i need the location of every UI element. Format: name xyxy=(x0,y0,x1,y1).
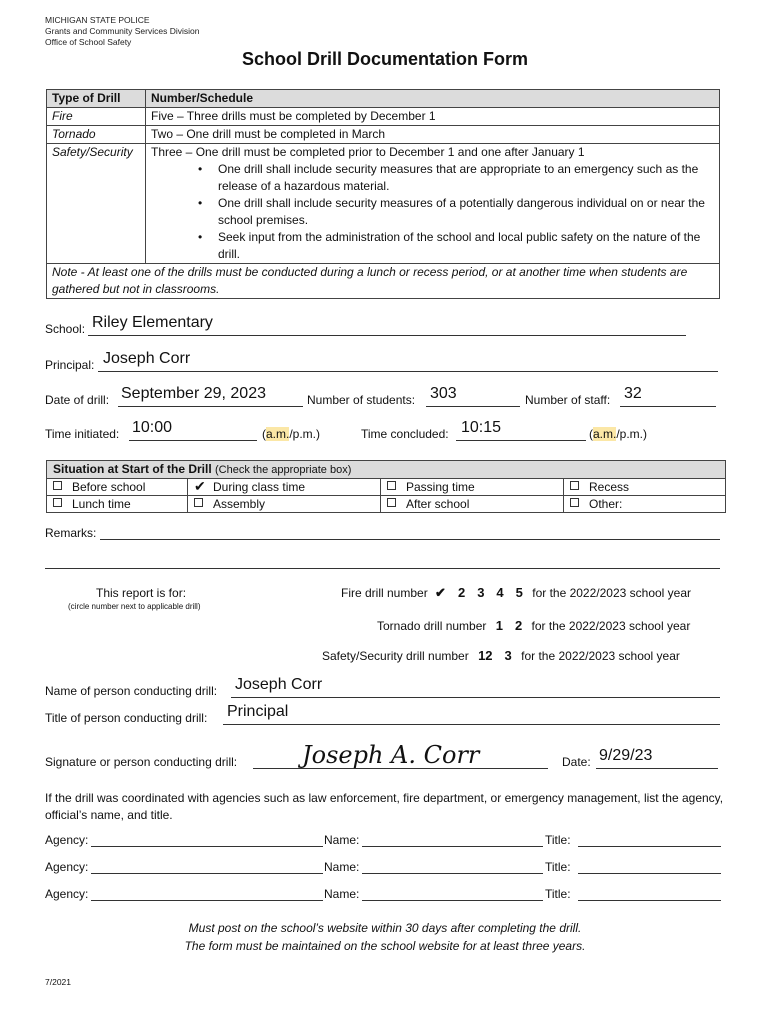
drill-schedule: Two – One drill must be completed in March xyxy=(146,126,720,144)
date-label: Date of drill: xyxy=(45,393,110,407)
students-input[interactable] xyxy=(426,406,520,407)
checkbox[interactable] xyxy=(53,498,62,507)
conductor-title-value: Principal xyxy=(227,703,289,720)
table-row xyxy=(47,126,720,144)
remarks-input-line2[interactable] xyxy=(45,568,720,569)
time-initiated-value: 10:00 xyxy=(132,419,173,436)
option-passing-time[interactable]: Passing time xyxy=(381,479,564,496)
sign-date-value: 9/29/23 xyxy=(599,747,653,764)
situation-table xyxy=(46,460,726,513)
drill-type: Safety/Security xyxy=(47,144,146,264)
school-label: School: xyxy=(45,322,86,336)
col-type-header: Type of Drill xyxy=(47,90,146,108)
principal-label: Principal: xyxy=(45,358,95,372)
conductor-title-input[interactable] xyxy=(223,724,720,725)
remarks-input[interactable] xyxy=(100,539,720,540)
drill-schedule-table xyxy=(46,89,720,299)
fire-drill-label: Fire drill number xyxy=(341,586,428,600)
staff-value: 32 xyxy=(624,385,642,402)
name-label: Name: xyxy=(323,887,362,901)
sign-date-input[interactable] xyxy=(596,768,718,769)
option-lunch-time[interactable]: Lunch time xyxy=(47,496,188,513)
sign-date-label: Date: xyxy=(562,755,591,769)
version-label: 7/2021 xyxy=(45,977,71,987)
table-header-row xyxy=(47,90,720,108)
date-input[interactable] xyxy=(118,406,303,407)
option-after-school[interactable]: After school xyxy=(381,496,564,513)
students-value: 303 xyxy=(430,385,457,402)
checkbox[interactable] xyxy=(570,481,579,490)
drill-type: Fire xyxy=(47,108,146,126)
footer-note-2: The form must be maintained on the school website for at least three years. xyxy=(184,939,586,953)
drill-schedule-cell xyxy=(146,144,720,264)
remarks-label: Remarks: xyxy=(45,526,97,540)
checkbox[interactable] xyxy=(53,481,62,490)
time-concluded-ampm: (a.m./p.m.) xyxy=(589,427,648,441)
date-value: September 29, 2023 xyxy=(121,385,266,402)
am-highlight: a.m. xyxy=(593,427,617,441)
name-label: Name: xyxy=(323,860,362,874)
page-title: School Drill Documentation Form xyxy=(241,49,528,69)
option-recess[interactable]: Recess xyxy=(564,479,726,496)
drill-number[interactable]: 3 xyxy=(504,648,512,663)
title-label: Title: xyxy=(545,887,571,901)
year-suffix: for the 2022/2023 school year xyxy=(521,649,680,663)
principal-input[interactable] xyxy=(98,371,718,372)
title-input[interactable] xyxy=(578,873,721,874)
time-initiated-input[interactable] xyxy=(129,440,257,441)
year-suffix: for the 2022/2023 school year xyxy=(532,586,692,600)
staff-input[interactable] xyxy=(620,406,716,407)
drill-number[interactable]: 1 xyxy=(495,618,503,633)
drill-schedule: Three – One drill must be completed prior to December 1 and one after January 1 xyxy=(151,145,585,159)
list-item: • Seek input from the administration of the school and local public safety on the nature of the drill. xyxy=(196,229,714,263)
drill-number[interactable]: 4 xyxy=(496,585,504,600)
checkbox[interactable] xyxy=(387,498,396,507)
agency-label: Agency: xyxy=(45,833,89,847)
drill-number[interactable]: 12 xyxy=(478,648,493,663)
signature-label: Signature or person conducting drill: xyxy=(45,755,238,769)
table-row xyxy=(47,264,720,299)
checkbox[interactable] xyxy=(194,498,203,507)
signature: Joseph A. Corr xyxy=(302,741,480,769)
name-input[interactable] xyxy=(363,846,543,847)
header-division: Grants and Community Services Division xyxy=(45,26,200,36)
name-input[interactable] xyxy=(363,873,543,874)
fire-check-mark[interactable]: ✔ xyxy=(435,585,446,600)
time-concluded-value: 10:15 xyxy=(461,419,502,436)
option-other[interactable]: Other: xyxy=(564,496,726,513)
tornado-drill-row xyxy=(377,618,690,633)
staff-label: Number of staff: xyxy=(525,393,611,407)
checkbox-checked[interactable]: ✔ xyxy=(194,478,206,494)
students-label: Number of students: xyxy=(307,393,416,407)
table-row xyxy=(47,479,726,496)
option-assembly[interactable]: Assembly xyxy=(188,496,381,513)
checkbox[interactable] xyxy=(387,481,396,490)
drill-note: Note - At least one of the drills must be conducted during a lunch or recess period, or at another time when students are gathered but not in classrooms. xyxy=(47,264,720,299)
list-item: • One drill shall include security measures that are appropriate to an emergency such as the release of a hazardous material. xyxy=(196,161,714,195)
time-initiated-label: Time initiated: xyxy=(45,427,120,441)
school-input[interactable] xyxy=(88,335,686,336)
drill-number[interactable]: 2 xyxy=(514,618,523,633)
security-drill-label: Safety/Security drill number xyxy=(322,649,469,663)
security-requirements-list xyxy=(151,161,714,263)
agency-label: Agency: xyxy=(45,860,89,874)
report-label: This report is for: xyxy=(96,586,187,600)
checkbox[interactable] xyxy=(570,498,579,507)
report-sublabel: (circle number next to applicable drill) xyxy=(68,602,201,611)
name-input[interactable] xyxy=(363,900,543,901)
title-input[interactable] xyxy=(578,900,721,901)
drill-number[interactable]: 3 xyxy=(477,585,485,600)
col-schedule-header: Number/Schedule xyxy=(146,90,720,108)
principal-value: Joseph Corr xyxy=(103,350,191,367)
title-input[interactable] xyxy=(578,846,721,847)
title-label: Title: xyxy=(545,833,571,847)
year-suffix: for the 2022/2023 school year xyxy=(531,619,691,633)
drill-number[interactable]: 5 xyxy=(515,585,523,600)
name-label: Name: xyxy=(323,833,362,847)
security-drill-row xyxy=(322,648,680,663)
conductor-title-label: Title of person conducting drill: xyxy=(45,711,208,725)
conductor-name-label: Name of person conducting drill: xyxy=(45,684,218,698)
drill-schedule: Five – Three drills must be completed by December 1 xyxy=(146,108,720,126)
tornado-drill-label: Tornado drill number xyxy=(377,619,487,633)
table-row xyxy=(47,108,720,126)
school-value: Riley Elementary xyxy=(92,314,213,331)
fire-drill-row xyxy=(341,585,691,601)
table-row xyxy=(47,496,726,513)
list-item: • One drill shall include security measures of a potentially dangerous individual on or near the school premises. xyxy=(196,195,714,229)
header-agency: MICHIGAN STATE POLICE xyxy=(45,15,150,25)
time-concluded-label: Time concluded: xyxy=(361,427,449,441)
time-concluded-input[interactable] xyxy=(456,440,586,441)
agency-label: Agency: xyxy=(45,887,89,901)
header-office: Office of School Safety xyxy=(45,37,132,47)
table-row xyxy=(47,144,720,264)
footer-note-1: Must post on the school’s website within 30 days after completing the drill. xyxy=(188,921,582,935)
option-during-class[interactable]: ✔ During class time xyxy=(188,479,381,496)
conductor-name-input[interactable] xyxy=(231,697,720,698)
drill-number[interactable]: 2 xyxy=(457,585,466,600)
title-label: Title: xyxy=(545,860,571,874)
drill-type: Tornado xyxy=(47,126,146,144)
option-before-school[interactable]: Before school xyxy=(47,479,188,496)
coordination-text: If the drill was coordinated with agencies such as law enforcement, fire department, or emergency management, list the agency, official’s name, and title. xyxy=(45,791,724,822)
situation-header: Situation at Start of the Drill (Check the appropriate box) xyxy=(47,461,726,479)
am-highlight: a.m. xyxy=(266,427,290,441)
conductor-name-value: Joseph Corr xyxy=(235,676,323,693)
time-initiated-ampm: (a.m./p.m.) xyxy=(262,427,321,441)
